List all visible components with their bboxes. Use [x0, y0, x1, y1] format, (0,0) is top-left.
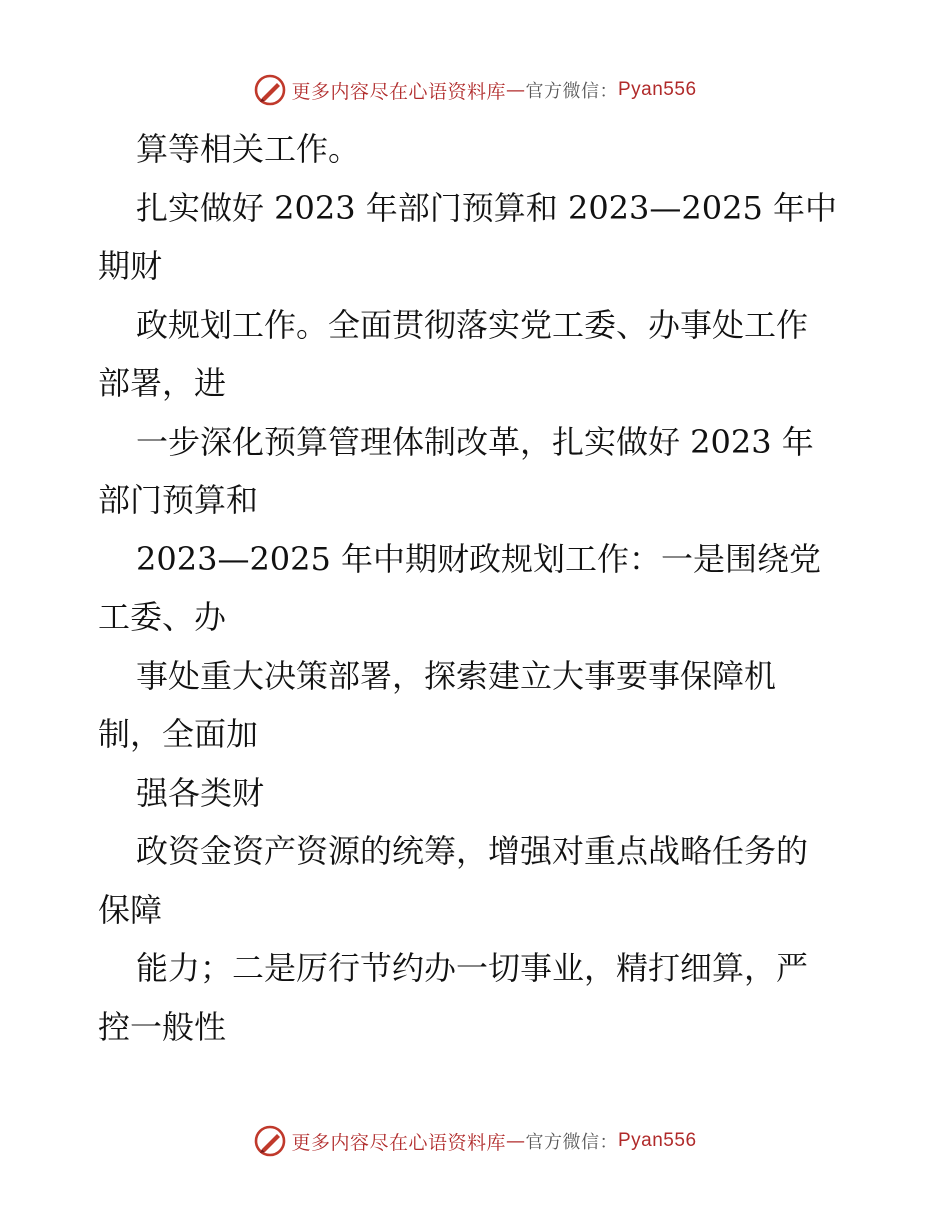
text-line: 工委、办 — [98, 598, 227, 636]
text-line: 强各类财 — [136, 773, 265, 812]
pen-logo-icon — [253, 1124, 287, 1158]
wechat-id: Pyan556 — [618, 1130, 697, 1151]
wechat-id: Pyan556 — [618, 79, 697, 100]
wechat-label: 官方微信： — [525, 1132, 618, 1153]
wechat-label: 官方微信： — [525, 81, 618, 102]
watermark-dash: — — [506, 79, 526, 101]
text-line: 保障 — [98, 890, 163, 929]
text-line: 一步深化预算管理体制改革，扎实做好 2023 年 — [136, 422, 814, 461]
watermark-dash: — — [506, 1130, 526, 1152]
text-line: 2023—2025 年中期财政规划工作：一是围绕党 — [136, 539, 822, 578]
text-line: 部署，进 — [98, 364, 227, 402]
text-line: 事处重大决策部署，探索建立大事要事保障机 — [136, 656, 777, 695]
text-line: 控一般性 — [98, 1007, 227, 1046]
text-line: 政规划工作。全面贯彻落实党工委、办事处工作 — [136, 305, 809, 344]
watermark-text: 更多内容尽在心语资料库 — [291, 80, 506, 103]
footer-watermark — [0, 1124, 950, 1158]
watermark-text: 更多内容尽在心语资料库 — [291, 1131, 506, 1154]
pen-logo-icon — [253, 73, 287, 107]
text-line: 部门预算和 — [98, 481, 259, 519]
text-line: 期财 — [98, 247, 163, 285]
text-line: 制，全面加 — [98, 715, 259, 753]
text-line: 扎实做好 2023 年部门预算和 2023—2025 年中 — [136, 188, 838, 227]
document-body — [98, 120, 868, 1056]
text-line: 政资金资产资源的统筹，增强对重点战略任务的 — [136, 832, 809, 870]
header-watermark — [0, 73, 950, 107]
text-line: 能力；二是厉行节约办一切事业，精打细算，严 — [136, 949, 809, 987]
text-line: 算等相关工作。 — [136, 130, 361, 168]
